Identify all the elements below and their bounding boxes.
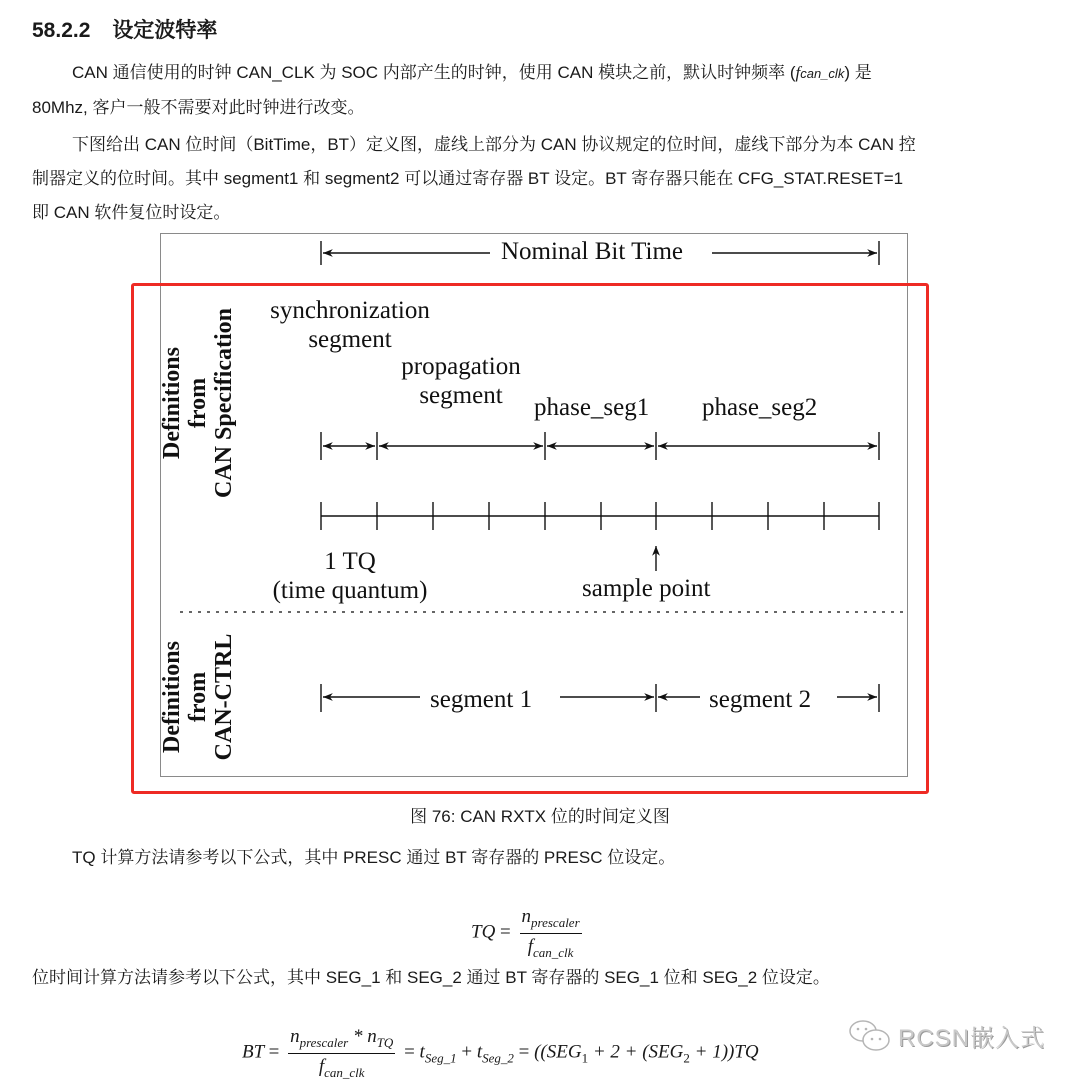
ctrl-vertical-label [159,617,237,777]
sync-segment-label [258,296,442,354]
text: n [521,906,532,927]
tq-label [258,547,442,605]
text: Definitions [159,641,185,754]
text: 制器定义的位时间。其中 segment1 和 segment2 可以通过寄存器 BT 设定。BT 寄存器只能在 CFG_STAT.RESET=1 [32,169,904,188]
text: t [419,1041,425,1063]
paragraph-bt [32,961,1052,995]
text: from [185,377,211,429]
bt-lhs: BT [242,1041,264,1063]
f-subscript: can_clk [800,66,845,81]
text: 80Mhz, 客户一般不需要对此时钟进行改变。 [32,98,365,117]
prop-segment-label [388,352,534,410]
text: segment [419,382,503,409]
watermark [848,1018,1045,1053]
text: ) 是 [844,63,872,82]
text: prescaler [299,1034,349,1050]
tq-formula: TQ = $\frac{n_{prescaler}}{f_{can\_clk}}$ [471,906,580,960]
text: synchronization [270,297,430,324]
section-number: 58.2.2 [32,19,91,42]
text: TQ 计算方法请参考以下公式，其中 PRESC 通过 BT 寄存器的 PRESC 位设定。 [72,848,676,867]
tq-fraction [520,906,582,961]
text: can_clk [533,944,574,960]
segment2-label: segment 2 [709,686,812,713]
text: Seg_1 [424,1050,457,1066]
text: CAN-CTRL [211,633,237,761]
paragraph-tq [32,841,1052,875]
spec-vertical-label [159,293,237,513]
watermark-text: RCSN嵌入式 [898,1025,1046,1052]
phase-seg1-label: phase_seg1 [534,394,650,421]
wechat-icon [848,1019,892,1053]
text: propagation [401,353,521,380]
text: CAN Specification [211,308,237,498]
text: can_clk [324,1064,365,1080]
text: n [290,1026,300,1047]
text: + 2 + (SEG [588,1041,684,1063]
text: 1 TQ [324,548,376,575]
segment1-label: segment 1 [430,686,533,713]
nominal-bit-time-label: Nominal Bit Time [497,238,687,266]
text: 即 CAN 软件复位时设定。 [32,203,231,222]
text: * n [348,1026,377,1047]
figure-caption: 图 76: CAN RXTX 位的时间定义图 [410,807,670,826]
text: ((SEG [534,1041,582,1063]
text: Definitions [159,347,185,460]
text: 2 [683,1050,690,1066]
text: f [527,935,533,957]
text: t [476,1041,483,1063]
text: prescaler [531,914,580,930]
text: Seg_2 [482,1050,514,1066]
text: TQ [376,1034,394,1050]
text: from [185,671,211,723]
section-title: 设定波特率 [112,19,218,42]
text: + 1))TQ [689,1041,759,1063]
text: 位时间计算方法请参考以下公式，其中 SEG_1 和 SEG_2 通过 BT 寄存器的 SEG_1 位和 SEG_2 位设定。 [32,968,830,987]
sample-point-label: sample point [582,575,711,602]
bt-formula: BT = $\frac{n_{prescaler} * n_{TQ}}{f_{can\_clk}}$ = $t_{Seg\_1} + t_{Seg\_2} = ((SEG_1 + 2 + (SEG_2 + 1))TQ$ [242,1026,759,1080]
text: CAN 通信使用的时钟 CAN_CLK 为 SOC 内部产生的时钟，使用 CAN 模块之前，默认时钟频率 ( [72,63,796,82]
text: 1 [581,1050,589,1066]
phase-seg2-label: phase_seg2 [702,394,818,421]
f-symbol: f [795,63,801,82]
text: f [318,1055,325,1077]
tq-lhs: TQ [471,921,496,943]
text: (time quantum) [272,577,428,604]
text: segment [308,326,392,353]
text: 下图给出 CAN 位时间（BitTime，BT）定义图，虚线上部分为 CAN 协议规定的位时间，虚线下部分为本 CAN 控 [72,135,916,154]
bt-fraction [288,1026,395,1081]
